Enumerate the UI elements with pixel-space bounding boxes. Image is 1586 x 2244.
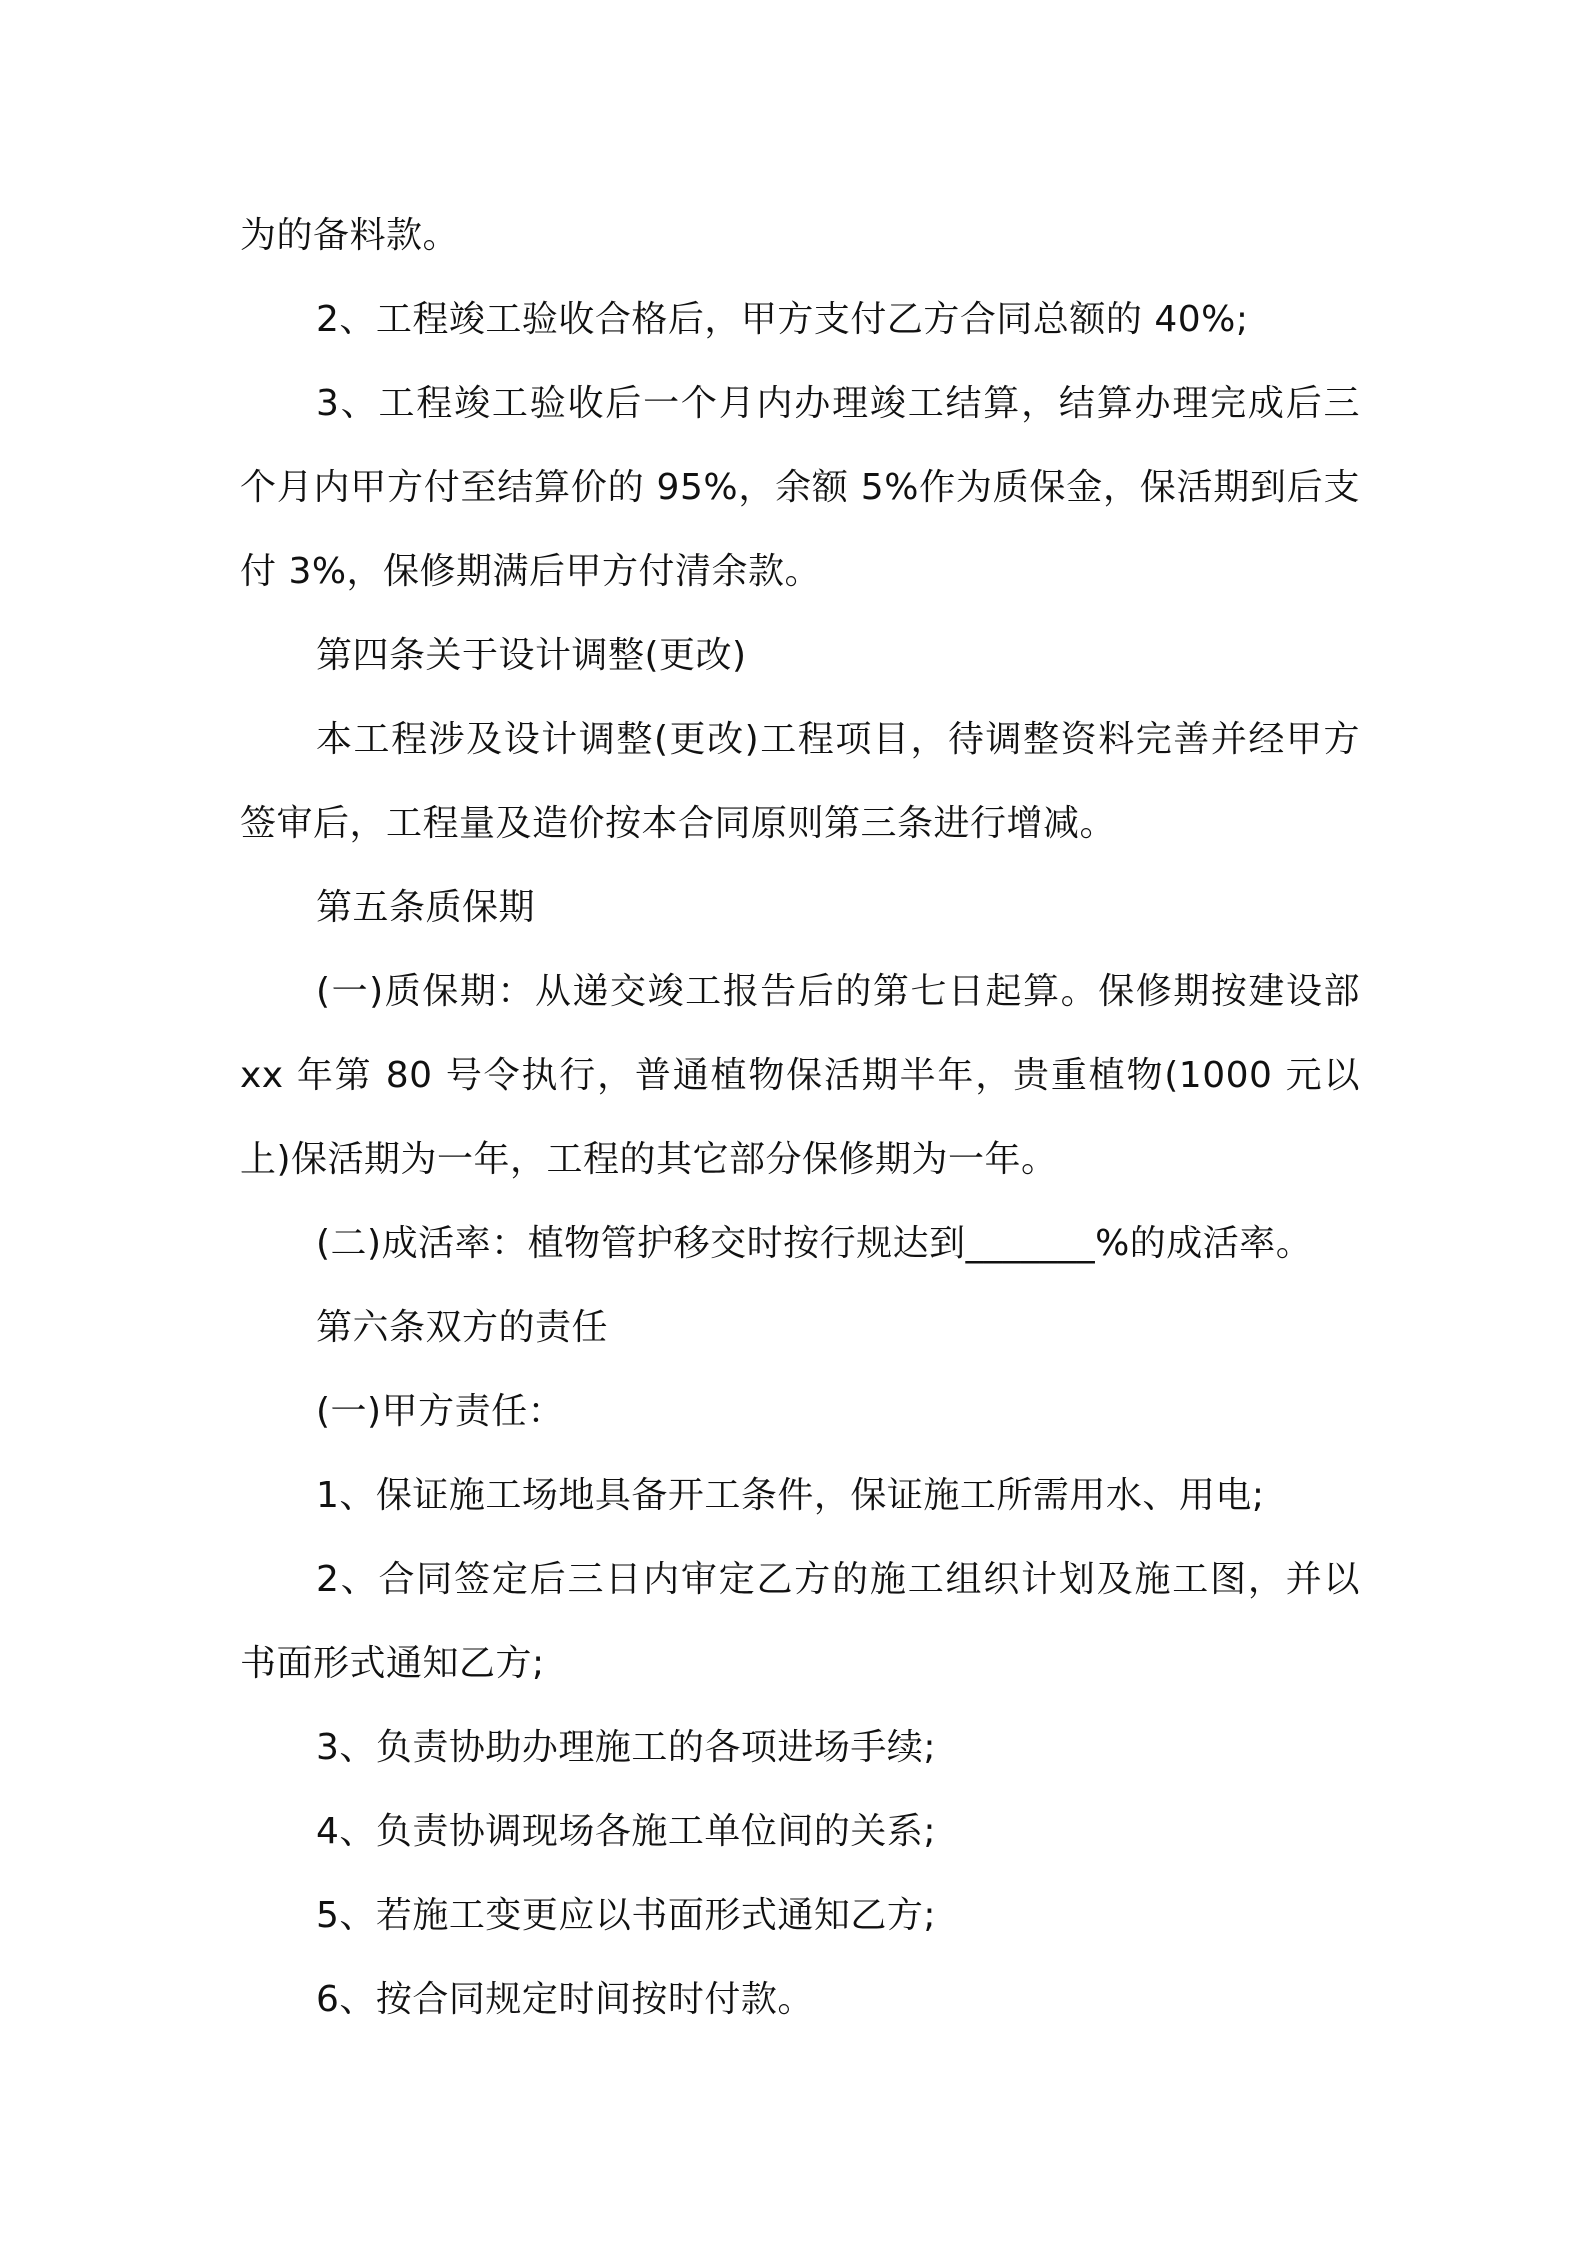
article-5-heading: 第五条质保期 <box>316 887 536 928</box>
responsibility-item-2: 2、合同签定后三日内审定乙方的施工组织计划及施工图，并以书面形式通知乙方; <box>240 1559 1360 1684</box>
responsibility-item-3: 3、负责协助办理施工的各项进场手续; <box>316 1727 937 1768</box>
paragraph-payment-40-percent: 2、工程竣工验收合格后，甲方支付乙方合同总额的 40%; <box>316 299 1249 340</box>
responsibility-item-4: 4、负责协调现场各施工单位间的关系; <box>316 1811 937 1852</box>
paragraph-advance-payment-end: 为的备料款。 <box>240 215 460 256</box>
party-a-responsibility-heading: (一)甲方责任： <box>316 1391 565 1432</box>
article-6-heading: 第六条双方的责任 <box>316 1307 609 1348</box>
responsibility-item-6: 6、按合同规定时间按时付款。 <box>316 1979 814 2020</box>
paragraph-warranty-period: (一)质保期：从递交竣工报告后的第七日起算。保修期按建设部 xx 年第 80 号令执行，普通植物保活期半年，贵重植物(1000 元以上)保活期为一年，工程的其它部分保修期为一年。 <box>240 971 1360 1180</box>
article-4-heading: 第四条关于设计调整(更改) <box>316 635 747 676</box>
responsibility-item-1: 1、保证施工场地具备开工条件，保证施工所需用水、用电; <box>316 1475 1265 1516</box>
paragraph-survival-rate: (二)成活率：植物管护移交时按行规达到_______%的成活率。 <box>316 1223 1313 1264</box>
document-body <box>240 194 1360 2042</box>
responsibility-item-5: 5、若施工变更应以书面形式通知乙方; <box>316 1895 937 1936</box>
paragraph-final-settlement: 3、工程竣工验收后一个月内办理竣工结算，结算办理完成后三个月内甲方付至结算价的 95%，余额 5%作为质保金，保活期到后支付 3%，保修期满后甲方付清余款。 <box>240 383 1360 592</box>
paragraph-design-adjustment: 本工程涉及设计调整(更改)工程项目，待调整资料完善并经甲方签审后，工程量及造价按本合同原则第三条进行增减。 <box>240 719 1360 844</box>
